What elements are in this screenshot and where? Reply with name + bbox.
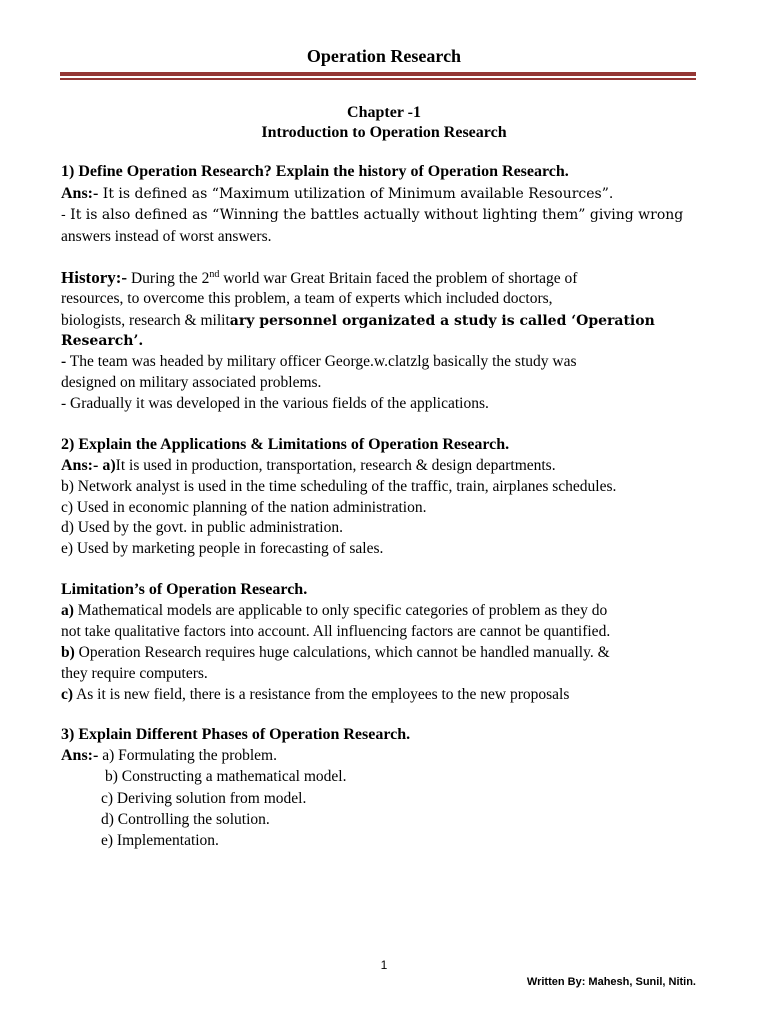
history-l1-sup: nd	[209, 268, 220, 280]
limitation-a-line1	[61, 603, 607, 619]
history-l5-dash: -	[61, 353, 67, 370]
limitation-c-text: As it is new field, there is a resistance from the employees to the new proposals	[73, 686, 570, 703]
limitation-c-line1	[61, 687, 569, 703]
q2-item-a	[61, 458, 556, 474]
history-l1-after: world war Great Britain faced the problem of shortage of	[219, 270, 578, 287]
q1-ans-label: Ans:-	[61, 185, 99, 202]
limitation-a-line2: not take qualitative factors into account. All influencing factors are cannot be quantified.	[61, 623, 611, 640]
page-number: 1	[380, 958, 388, 972]
history-l3-bold: ary personnel organizated a study is called ‘Operation	[229, 313, 655, 329]
q2-item-b: b) Network analyst is used in the time scheduling of the traffic, train, airplanes schedules.	[61, 478, 617, 495]
limitations-heading: Limitation’s of Operation Research.	[61, 581, 308, 598]
history-label: History:-	[61, 268, 128, 287]
q1-heading: 1) Define Operation Research? Explain the history of Operation Research.	[61, 163, 569, 180]
q2-item-d: d) Used by the govt. in public administration.	[61, 519, 343, 536]
q1-ans-text: It is defined as “Maximum utilization of Minimum available Resources”.	[98, 186, 614, 202]
history-l5-text: The team was headed by military officer George.w.clatzlg basically the study was	[66, 353, 577, 370]
header-rule-thin	[60, 78, 696, 80]
q3-item-d: d) Controlling the solution.	[101, 811, 270, 828]
q3-item-c: c) Deriving solution from model.	[101, 790, 307, 807]
q1-line3: answers instead of worst answers.	[61, 228, 272, 245]
limitation-a-label: a)	[61, 602, 74, 619]
chapter-title: Introduction to Operation Research	[261, 124, 507, 141]
limitation-b-text: Operation Research requires huge calculations, which cannot be handled manually. &	[74, 644, 610, 661]
limitation-b-line1	[61, 645, 610, 661]
q2-item-a-text: It is used in production, transportation, research & design departments.	[115, 457, 556, 474]
q3-ans-label: Ans:-	[61, 747, 99, 764]
chapter-number: Chapter -1	[347, 104, 421, 121]
q2-item-e: e) Used by marketing people in forecasting of sales.	[61, 540, 384, 557]
limitation-b-line2: they require computers.	[61, 665, 208, 682]
q3-item-e: e) Implementation.	[101, 832, 219, 849]
history-line2: resources, to overcome this problem, a team of experts which included doctors,	[61, 290, 553, 307]
history-line5	[61, 354, 577, 370]
history-line4: Research’.	[61, 333, 144, 349]
q3-item-a	[61, 748, 277, 764]
history-line1	[61, 269, 577, 287]
history-line6: designed on military associated problems.	[61, 374, 322, 391]
history-l3-plain: biologists, research & milit	[61, 312, 230, 329]
limitation-c-label: c)	[61, 686, 74, 703]
footer-authors: Written By: Mahesh, Sunil, Nitin.	[526, 976, 696, 988]
history-line7: - Gradually it was developed in the various fields of the applications.	[61, 395, 489, 412]
q3-item-a-text: a) Formulating the problem.	[98, 747, 277, 764]
q1-answer	[61, 186, 613, 202]
q2-ans-label: Ans:- a)	[61, 457, 116, 474]
header-rule-thick	[60, 72, 696, 76]
page-title: Operation Research	[306, 46, 462, 66]
q3-item-b: b) Constructing a mathematical model.	[105, 768, 347, 785]
q2-item-c: c) Used in economic planning of the nation administration.	[61, 499, 427, 516]
q2-heading: 2) Explain the Applications & Limitations of Operation Research.	[61, 436, 510, 453]
history-l1-before: During the 2	[127, 270, 210, 287]
limitation-a-text: Mathematical models are applicable to only specific categories of problem as they do	[73, 602, 608, 619]
history-line3	[61, 313, 655, 329]
limitation-b-label: b)	[61, 644, 75, 661]
q3-heading: 3) Explain Different Phases of Operation Research.	[61, 726, 411, 743]
q1-line2: - It is also defined as “Winning the battles actually without lighting them” giving wrong	[61, 207, 684, 223]
